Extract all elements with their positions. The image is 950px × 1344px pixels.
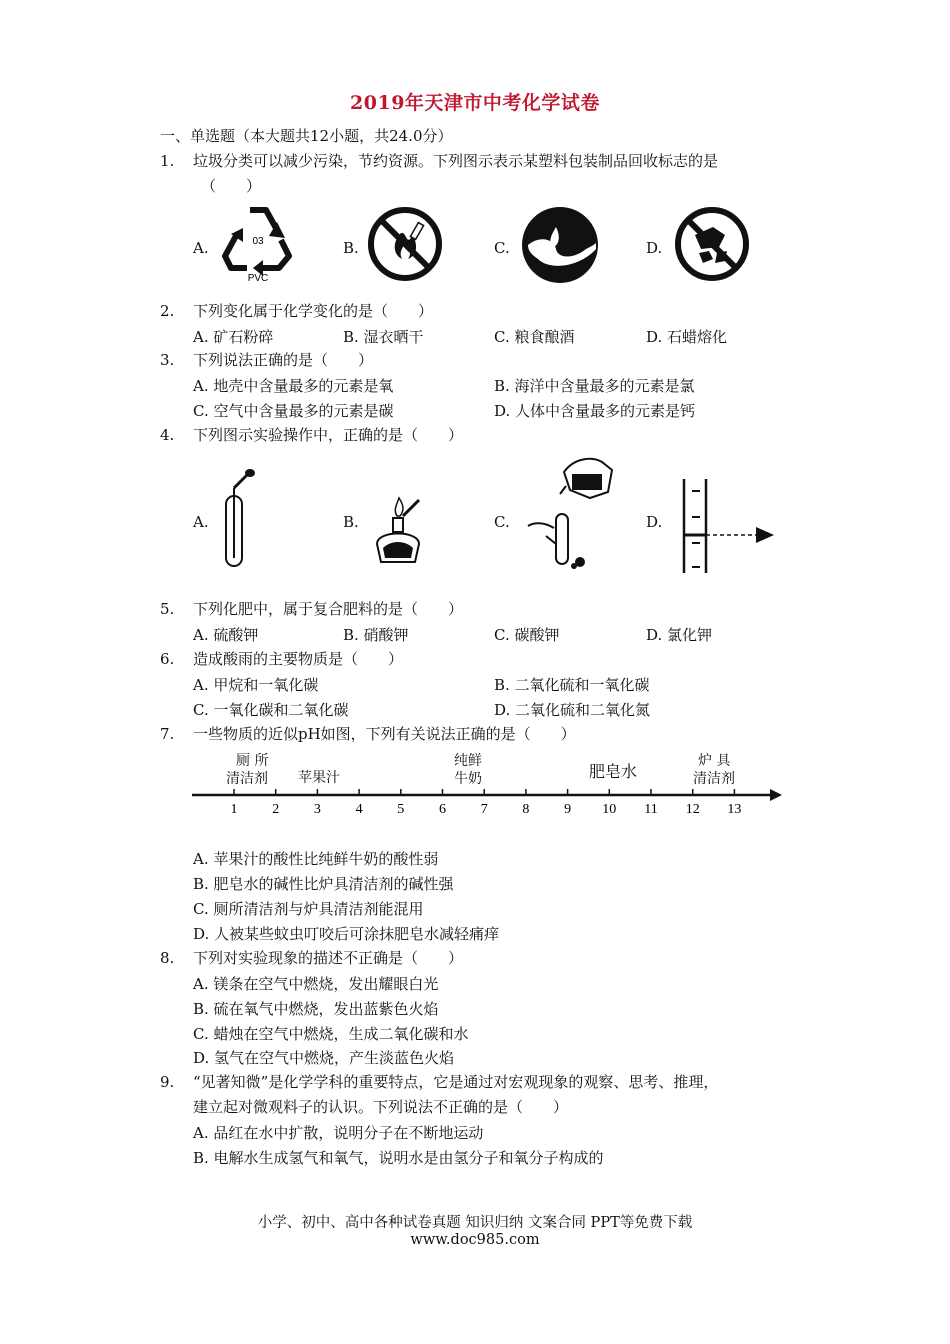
- ph-tick-label: 6: [439, 802, 446, 817]
- water-saving-icon: [520, 205, 600, 285]
- recycle-label: PVC: [247, 273, 269, 284]
- option: C. 粮食酿酒: [494, 328, 575, 346]
- question-number: 8.: [160, 949, 175, 967]
- question-number: 1.: [160, 152, 175, 170]
- option: B. 肥皂水的碱性比炉具清洁剂的碱性强: [193, 875, 454, 893]
- option: D. 石蜡熔化: [646, 328, 728, 346]
- ph-tick-label: 3: [313, 802, 321, 817]
- option: A. 硫酸钾: [193, 626, 259, 644]
- option: D. 人体中含量最多的元素是钙: [494, 402, 696, 420]
- question-stem: 下列图示实验操作中，正确的是（ ）: [193, 426, 464, 444]
- question-stem: 下列化肥中，属于复合肥料的是（ ）: [193, 600, 464, 618]
- question-number: 4.: [160, 426, 175, 444]
- option: B. 硝酸钾: [343, 626, 409, 644]
- measuring-cylinder-reading-icon: [670, 477, 780, 577]
- option-label: C.: [494, 239, 510, 257]
- option-label: D.: [646, 239, 663, 257]
- option: B. 湿衣晒干: [343, 328, 424, 346]
- option: A. 镁条在空气中燃烧，发出耀眼白光: [193, 975, 439, 993]
- ph-tick-label: 5: [397, 802, 405, 817]
- footer-ad: 小学、初中、高中各种试卷真题 知识归纳 文案合同 PPT等免费下载: [257, 1215, 693, 1231]
- option-label: C.: [494, 513, 510, 531]
- option: B. 硫在氧气中燃烧，发出蓝紫色火焰: [193, 1000, 439, 1018]
- option: B. 电解水生成氢气和氧气，说明水是由氢分子和氧分子构成的: [193, 1149, 604, 1167]
- ph-label-toilet-2: 清洁剂: [226, 771, 268, 787]
- option-label: B.: [343, 239, 359, 257]
- option: C. 空气中含量最多的元素是碳: [193, 402, 394, 420]
- option: D. 氢气在空气中燃烧，产生淡蓝色火焰: [193, 1049, 455, 1067]
- question-stem-cont: 建立起对微观料子的认识。下列说法不正确的是（ ）: [193, 1098, 569, 1116]
- option-label: D.: [646, 513, 663, 531]
- ph-tick-label: 4: [355, 802, 363, 817]
- test-tube-dropper-icon: [220, 468, 260, 572]
- ph-tick-label: 8: [522, 802, 530, 817]
- ph-tick-label: 7: [480, 802, 488, 817]
- option: C. 厕所清洁剂与炉具清洁剂能混用: [193, 900, 424, 918]
- question-number: 6.: [160, 650, 175, 668]
- option: D. 氯化钾: [646, 626, 713, 644]
- option: C. 碳酸钾: [494, 626, 560, 644]
- option: A. 品红在水中扩散，说明分子在不断地运动: [193, 1124, 484, 1142]
- ph-tick-label: 10: [602, 802, 617, 817]
- recycle-code: 03: [252, 236, 264, 247]
- option-label: A.: [193, 239, 209, 257]
- option: C. 一氧化碳和二氧化碳: [193, 701, 349, 719]
- question-stem: 下列变化属于化学变化的是（ ）: [193, 302, 434, 320]
- ph-label-apple: 苹果汁: [298, 770, 340, 786]
- ph-label-stove-1: 炉 具: [698, 753, 731, 769]
- ph-label-toilet-1: 厕 所: [236, 753, 269, 769]
- question-number: 5.: [160, 600, 175, 618]
- ph-tick-label: 12: [685, 802, 700, 817]
- ph-label-soap: 肥皂水: [589, 762, 638, 781]
- question-number: 3.: [160, 351, 175, 369]
- question-stem: 一些物质的近似pH如图，下列有关说法正确的是（ ）: [193, 725, 576, 743]
- question-stem: 下列对实验现象的描述不正确是（ ）: [193, 949, 464, 967]
- option-label: B.: [343, 513, 359, 531]
- ph-tick-label: 13: [727, 802, 742, 817]
- ph-label-milk-1: 纯鲜: [454, 753, 482, 769]
- option: D. 人被某些蚊虫叮咬后可涂抹肥皂水减轻痛痒: [193, 925, 500, 943]
- option: C. 蜡烛在空气中燃烧，生成二氧化碳和水: [193, 1025, 469, 1043]
- question-stem: “见著知微”是化学学科的重要特点，它是通过对宏观现象的观察、思考、推理，: [193, 1073, 719, 1091]
- recycle-icon: [217, 198, 299, 284]
- pouring-solid-icon: [520, 448, 620, 574]
- option: B. 二氧化硫和一氧化碳: [494, 676, 650, 694]
- option: A. 甲烷和一氧化碳: [193, 676, 319, 694]
- question-stem: 垃圾分类可以减少污染，节约资源。下列图示表示某塑料包装制品回收标志的是: [193, 152, 719, 170]
- question-number: 2.: [160, 302, 175, 320]
- option: A. 地壳中含量最多的元素是氧: [193, 377, 394, 395]
- option: D. 二氧化硫和二氧化氮: [494, 701, 651, 719]
- no-littering-icon: [673, 205, 751, 283]
- footer-url[interactable]: www.doc985.com: [410, 1232, 540, 1248]
- option: B. 海洋中含量最多的元素是氯: [494, 377, 695, 395]
- question-number: 9.: [160, 1073, 175, 1091]
- page-title: 2019年天津市中考化学试卷: [350, 92, 600, 114]
- ph-scale-axis: [190, 785, 790, 825]
- question-number: 7.: [160, 725, 175, 743]
- ph-tick-label: 9: [564, 802, 572, 817]
- ph-tick-label: 11: [644, 802, 658, 817]
- ph-tick-label: 1: [230, 802, 238, 817]
- ph-label-stove-2: 清洁剂: [693, 771, 735, 787]
- answer-paren: （ ）: [201, 177, 262, 195]
- no-fire-icon: [366, 205, 444, 283]
- section-heading: 一、单选题（本大题共12小题，共24.0分）: [160, 127, 453, 145]
- option: A. 矿石粉碎: [193, 328, 274, 346]
- alcohol-lamp-icon: [367, 494, 429, 572]
- option: A. 苹果汁的酸性比纯鲜牛奶的酸性弱: [193, 850, 439, 868]
- option-label: A.: [193, 513, 209, 531]
- ph-label-milk-2: 牛奶: [454, 771, 482, 787]
- question-stem: 下列说法正确的是（ ）: [193, 351, 374, 369]
- question-stem: 造成酸雨的主要物质是（ ）: [193, 650, 404, 668]
- ph-tick-label: 2: [272, 802, 280, 817]
